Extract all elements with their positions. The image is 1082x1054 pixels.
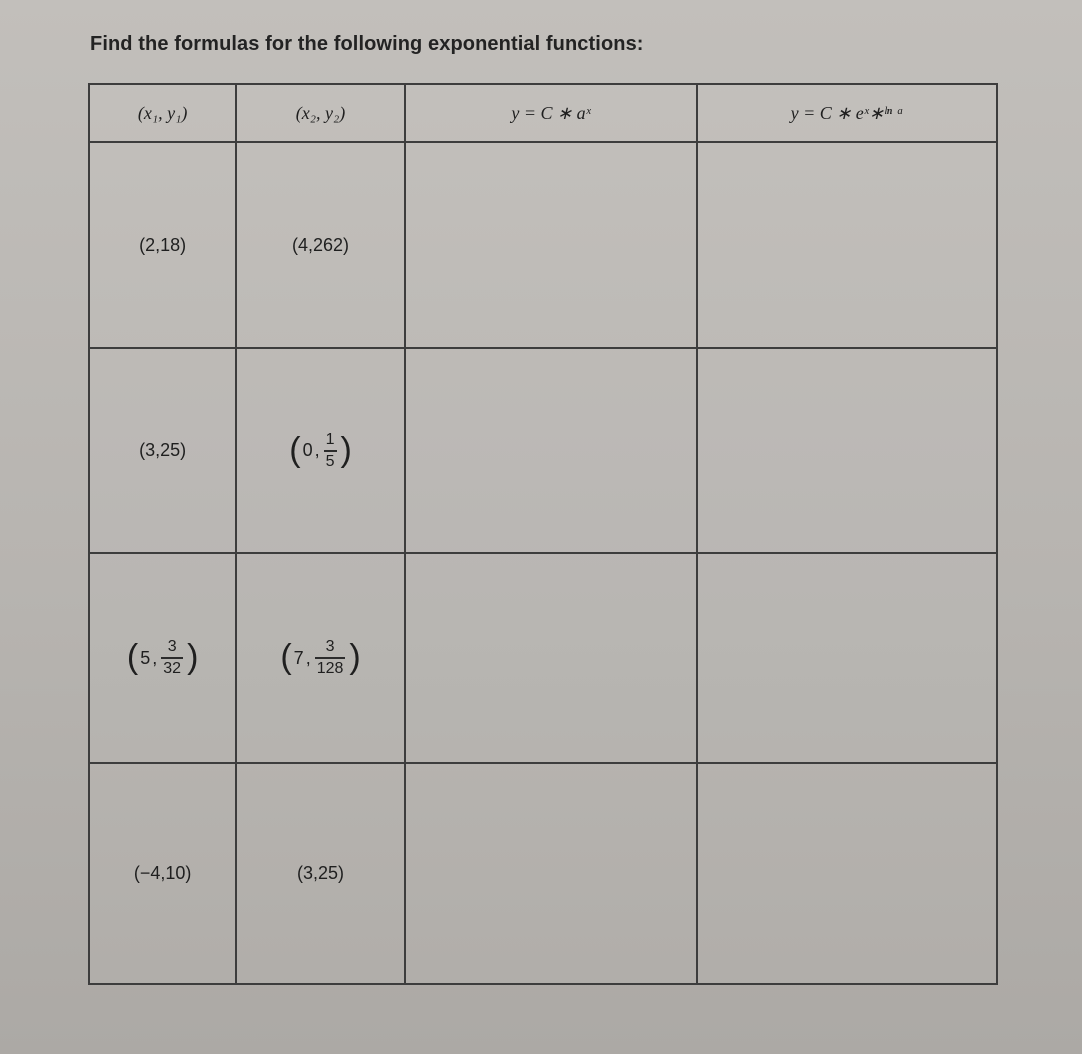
exponential-table-wrapper: [88, 83, 998, 985]
power-form-answer-cell: [405, 142, 698, 348]
point-one-cell: [89, 142, 236, 348]
left-paren: (: [289, 430, 301, 469]
point-one-cell: [89, 348, 236, 552]
power-form-answer-cell: [405, 348, 698, 552]
point-one-cell: [89, 763, 236, 984]
point-one-text: (2,18): [139, 234, 187, 255]
header-point-two: (x₂, y₂): [236, 84, 404, 142]
fraction-value: [324, 432, 337, 470]
comma-separator: ,: [314, 440, 320, 461]
fraction-point: [280, 639, 360, 677]
header-power-form: y = C ∗ aˣ: [405, 84, 698, 142]
left-paren: (: [126, 638, 139, 677]
left-paren: (: [280, 638, 292, 677]
right-paren: ): [187, 638, 199, 677]
fraction-denominator: 5: [324, 450, 337, 470]
power-form-answer-cell: [405, 763, 698, 984]
table-row: [89, 763, 997, 984]
exponential-functions-table: [88, 83, 998, 985]
point-one-text: (−4,10): [133, 863, 192, 884]
exponential-form-answer-cell: [697, 553, 997, 764]
right-paren: ): [349, 638, 361, 677]
table-row: [89, 142, 997, 348]
exponential-form-answer-cell: [697, 763, 997, 984]
point-two-cell: [236, 142, 404, 348]
worksheet-title: Find the formulas for the following exponential functions:: [90, 33, 644, 55]
point-two-text: (4,262): [292, 234, 350, 255]
table-header-row: [89, 84, 997, 142]
comma-separator: ,: [305, 647, 311, 668]
point-two-text: (3,25): [297, 863, 345, 884]
right-paren: ): [340, 430, 352, 469]
fraction-point-x: 5: [140, 647, 151, 668]
fraction-numerator: 3: [167, 638, 177, 656]
point-two-cell: [236, 348, 404, 552]
table-row: [89, 553, 997, 764]
header-point-one: (x₁, y₁): [89, 84, 236, 142]
power-form-answer-cell: [405, 553, 698, 764]
table-row: [89, 348, 997, 552]
point-two-cell: [236, 553, 404, 764]
fraction-numerator: 1: [325, 430, 335, 448]
fraction-denominator: 128: [315, 657, 346, 677]
point-one-text: (3,25): [139, 440, 187, 461]
fraction-value: [315, 639, 346, 677]
fraction-point: [127, 639, 198, 677]
fraction-denominator: 32: [161, 657, 183, 677]
comma-separator: ,: [152, 647, 158, 668]
header-exponential-form: y = C ∗ eˣ∗ˡⁿ ᵃ: [697, 84, 997, 142]
fraction-point-x: 0: [302, 440, 313, 461]
fraction-numerator: 3: [325, 638, 335, 656]
fraction-point: [289, 432, 352, 470]
point-one-cell: [89, 553, 236, 764]
point-two-cell: [236, 763, 404, 984]
exponential-form-answer-cell: [697, 142, 997, 348]
fraction-point-x: 7: [293, 647, 304, 668]
exponential-form-answer-cell: [697, 348, 997, 552]
fraction-value: [161, 639, 183, 677]
